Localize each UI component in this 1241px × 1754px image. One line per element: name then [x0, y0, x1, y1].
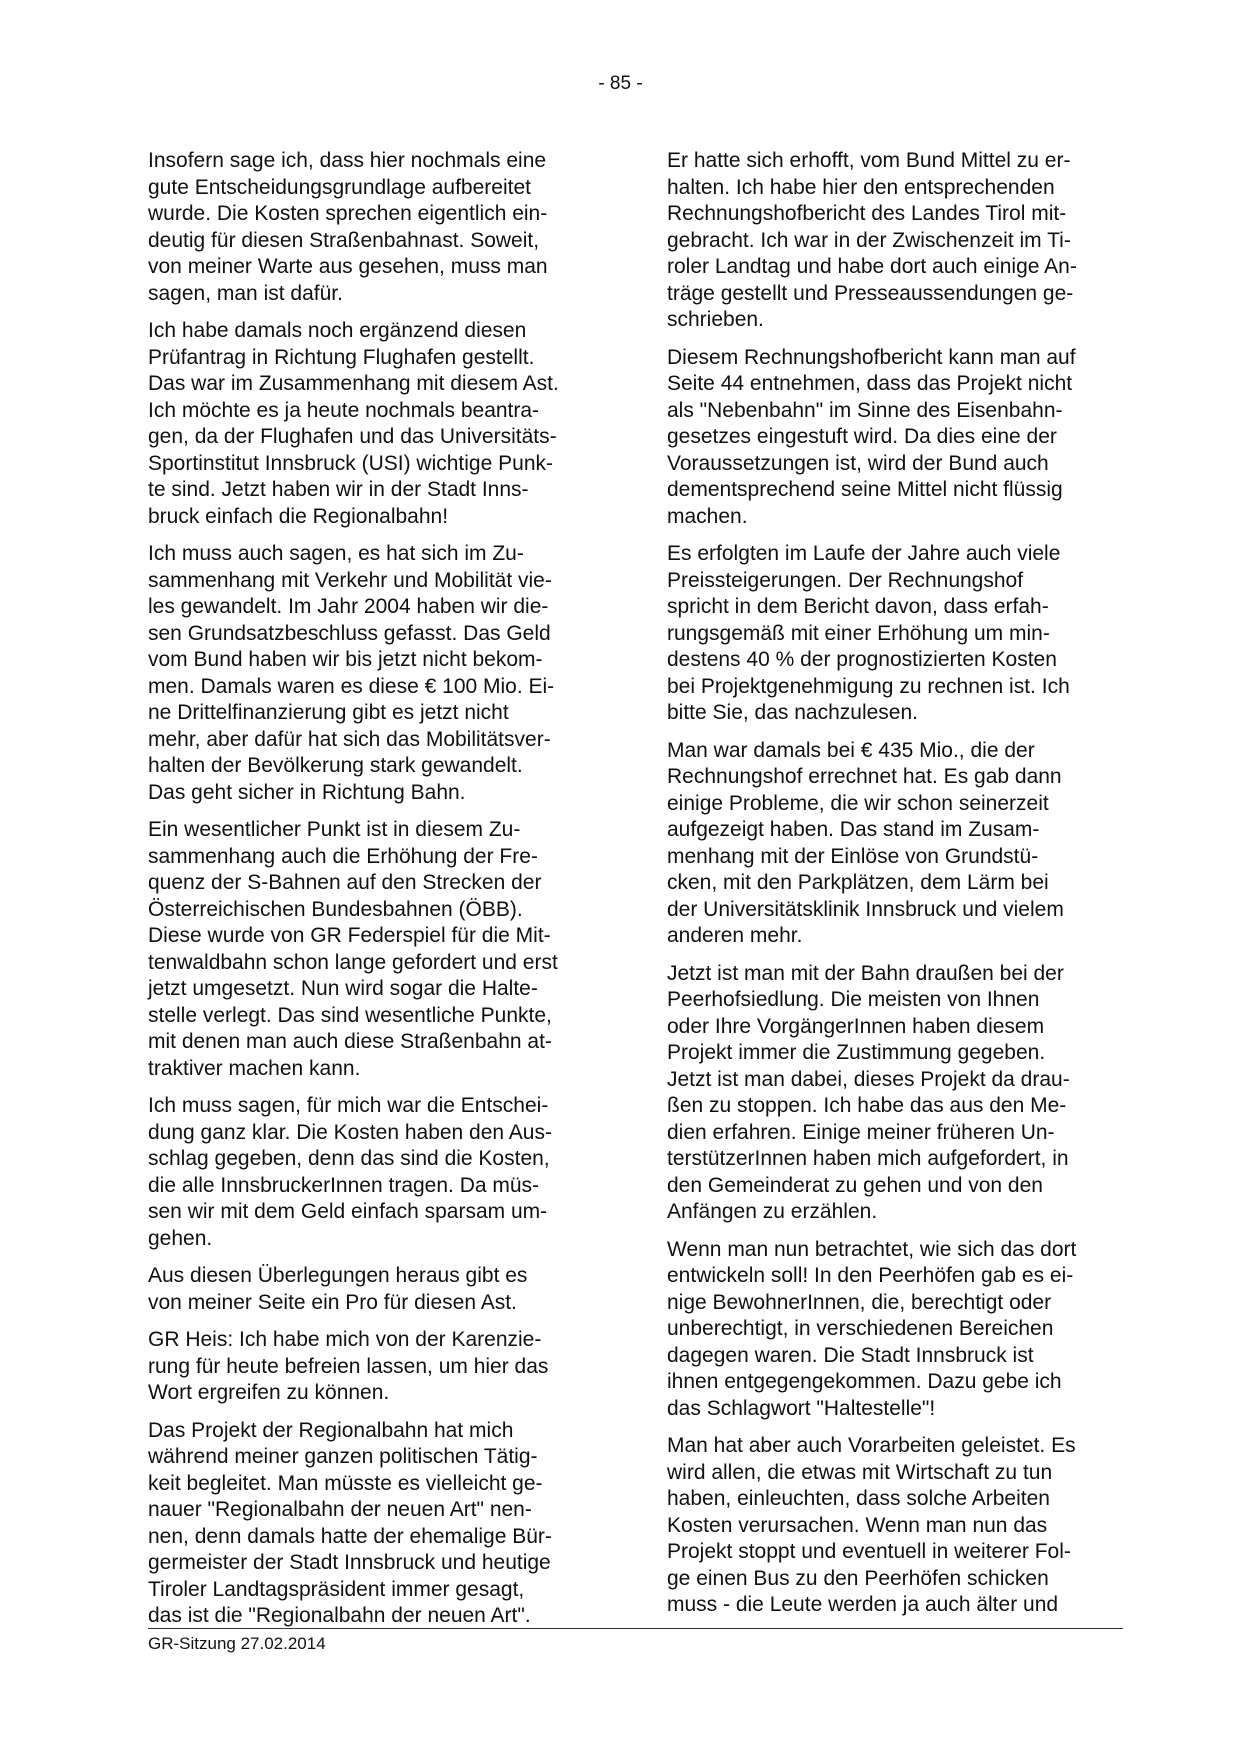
paragraph: Jetzt ist man mit der Bahn draußen bei der Peerhofsiedlung. Die meisten von Ihnen oder Ihre VorgängerInnen haben diesem Projekt immer die Zustimmung gegeben. Jetzt ist man dabei, dieses Projekt da drau- ßen zu stoppen. Ich habe das aus den Me- dien erfahren. Einige meiner früheren Un- terstützerInnen haben mich aufgefordert, in den Gemeinderat zu gehen und von den Anfängen zu erzählen.: [667, 961, 1070, 1223]
paragraph: GR Heis: Ich habe mich von der Karenzie- rung für heute befreien lassen, um hier das Wort ergreifen zu können.: [148, 1328, 549, 1404]
paragraph: Ich muss auch sagen, es hat sich im Zu- sammenhang mit Verkehr und Mobilität vie- les gewandelt. Im Jahr 2004 haben wir die- sen Grundsatzbeschluss gefasst. Das Geld vom Bund haben wir bis jetzt nicht bekom- men. Damals waren es diese € 100 Mio. Ei- ne Drittelfinanzierung gibt es jetzt nicht mehr, aber dafür hat sich das Mobilitätsver- halten der Bevölkerung stark gewandelt. Das geht sicher in Richtung Bahn.: [148, 542, 555, 804]
paragraph: Aus diesen Überlegungen heraus gibt es von meiner Seite ein Pro für diesen Ast.: [148, 1264, 528, 1314]
footer-session-date: GR-Sitzung 27.02.2014: [148, 1634, 326, 1653]
paragraph: Wenn man nun betrachtet, wie sich das dort entwickeln soll! In den Peerhöfen gab es ei- nige BewohnerInnen, die, berechtigt oder unberechtigt, in verschiedenen Bereichen dagegen waren. Die Stadt Innsbruck ist ihnen entgegengekommen. Dazu gebe ich das Schlagwort "Haltestelle"!: [667, 1237, 1077, 1420]
paragraph: Ich habe damals noch ergänzend diesen Prüfantrag in Richtung Flughafen gestellt. Das war im Zusammenhang mit diesem Ast. Ich möchte es ja heute nochmals beantra- gen, da der Flughafen und das Universitäts- Sportinstitut Innsbruck (USI) wichtige Punk- te sind. Jetzt haben wir in der Stadt Inns- bruck einfach die Regionalbahn!: [148, 319, 559, 528]
paragraph: Man war damals bei € 435 Mio., die der Rechnungshof errechnet hat. Es gab dann einige Probleme, die wir schon seinerzeit aufgezeigt haben. Das stand im Zusam- menhang mit der Einlöse von Grundstü- cken, mit den Parkplätzen, dem Lärm bei der Universitätsklinik Innsbruck und vielem anderen mehr.: [667, 738, 1064, 947]
paragraph: Ein wesentlicher Punkt ist in diesem Zu- sammenhang auch die Erhöhung der Fre- quenz der S-Bahnen auf den Strecken der Österreichischen Bundesbahnen (ÖBB). Diese wurde von GR Federspiel für die Mit- tenwaldbahn schon lange gefordert und erst jetzt umgesetzt. Nun wird sogar die Halte- stelle verlegt. Das sind wesentliche Punkte, mit denen man auch diese Straßenbahn at- traktiver machen kann.: [148, 818, 558, 1080]
right-column: [667, 148, 1137, 1630]
paragraph: Das Projekt der Regionalbahn hat mich während meiner ganzen politischen Tätig- keit begleitet. Man müsste es vielleicht ge- nauer "Regionalbahn der neuen Art" nen- nen, denn damals hatte der ehemalige Bür- germeister der Stadt Innsbruck und heutige Tiroler Landtagspräsident immer gesagt, das ist die "Regionalbahn der neuen Art".: [148, 1418, 552, 1627]
paragraph: Es erfolgten im Laufe der Jahre auch viele Preissteigerungen. Der Rechnungshof spricht in dem Bericht davon, dass erfah- rungsgemäß mit einer Erhöhung um min- destens 40 % der prognostizierten Kosten bei Projektgenehmigung zu rechnen ist. Ich bitte Sie, das nachzulesen.: [667, 542, 1070, 724]
paragraph: Ich muss sagen, für mich war die Entschei- dung ganz klar. Die Kosten haben den Aus- schlag gegeben, denn das sind die Kosten, die alle InnsbruckerInnen tragen. Da müs- sen wir mit dem Geld einfach sparsam um- gehen.: [148, 1094, 552, 1250]
page-number: - 85 -: [598, 73, 643, 94]
paragraph: Insofern sage ich, dass hier nochmals eine gute Entscheidungsgrundlage aufbereitet wurde. Die Kosten sprechen eigentlich ein- deutig für diesen Straßenbahnast. Soweit, von meiner Warte aus gesehen, muss man sagen, man ist dafür.: [148, 149, 548, 305]
paragraph: Er hatte sich erhofft, vom Bund Mittel zu er- halten. Ich habe hier den entsprechenden Rechnungshofbericht des Landes Tirol mit- gebracht. Ich war in der Zwischenzeit im Ti- roler Landtag und habe dort auch einige An- träge gestellt und Presseaussendungen ge- schrieben.: [667, 149, 1077, 331]
left-column: [148, 148, 608, 1641]
paragraph: Diesem Rechnungshofbericht kann man auf Seite 44 entnehmen, dass das Projekt nicht als "Nebenbahn" im Sinne des Eisenbahn- gesetzes eingestuft wird. Da dies eine der Voraussetzungen ist, wird der Bund auch dementsprechend seine Mittel nicht flüssig machen.: [667, 345, 1076, 528]
paragraph: Man hat aber auch Vorarbeiten geleistet. Es wird allen, die etwas mit Wirtschaft zu tun haben, einleuchten, dass solche Arbeiten Kosten verursachen. Wenn man nun das Projekt stoppt und eventuell in weiterer Fol- ge einen Bus zu den Peerhöfen schicken muss - die Leute werden ja auch älter und: [667, 1434, 1076, 1616]
footer-divider: [148, 1628, 1123, 1629]
